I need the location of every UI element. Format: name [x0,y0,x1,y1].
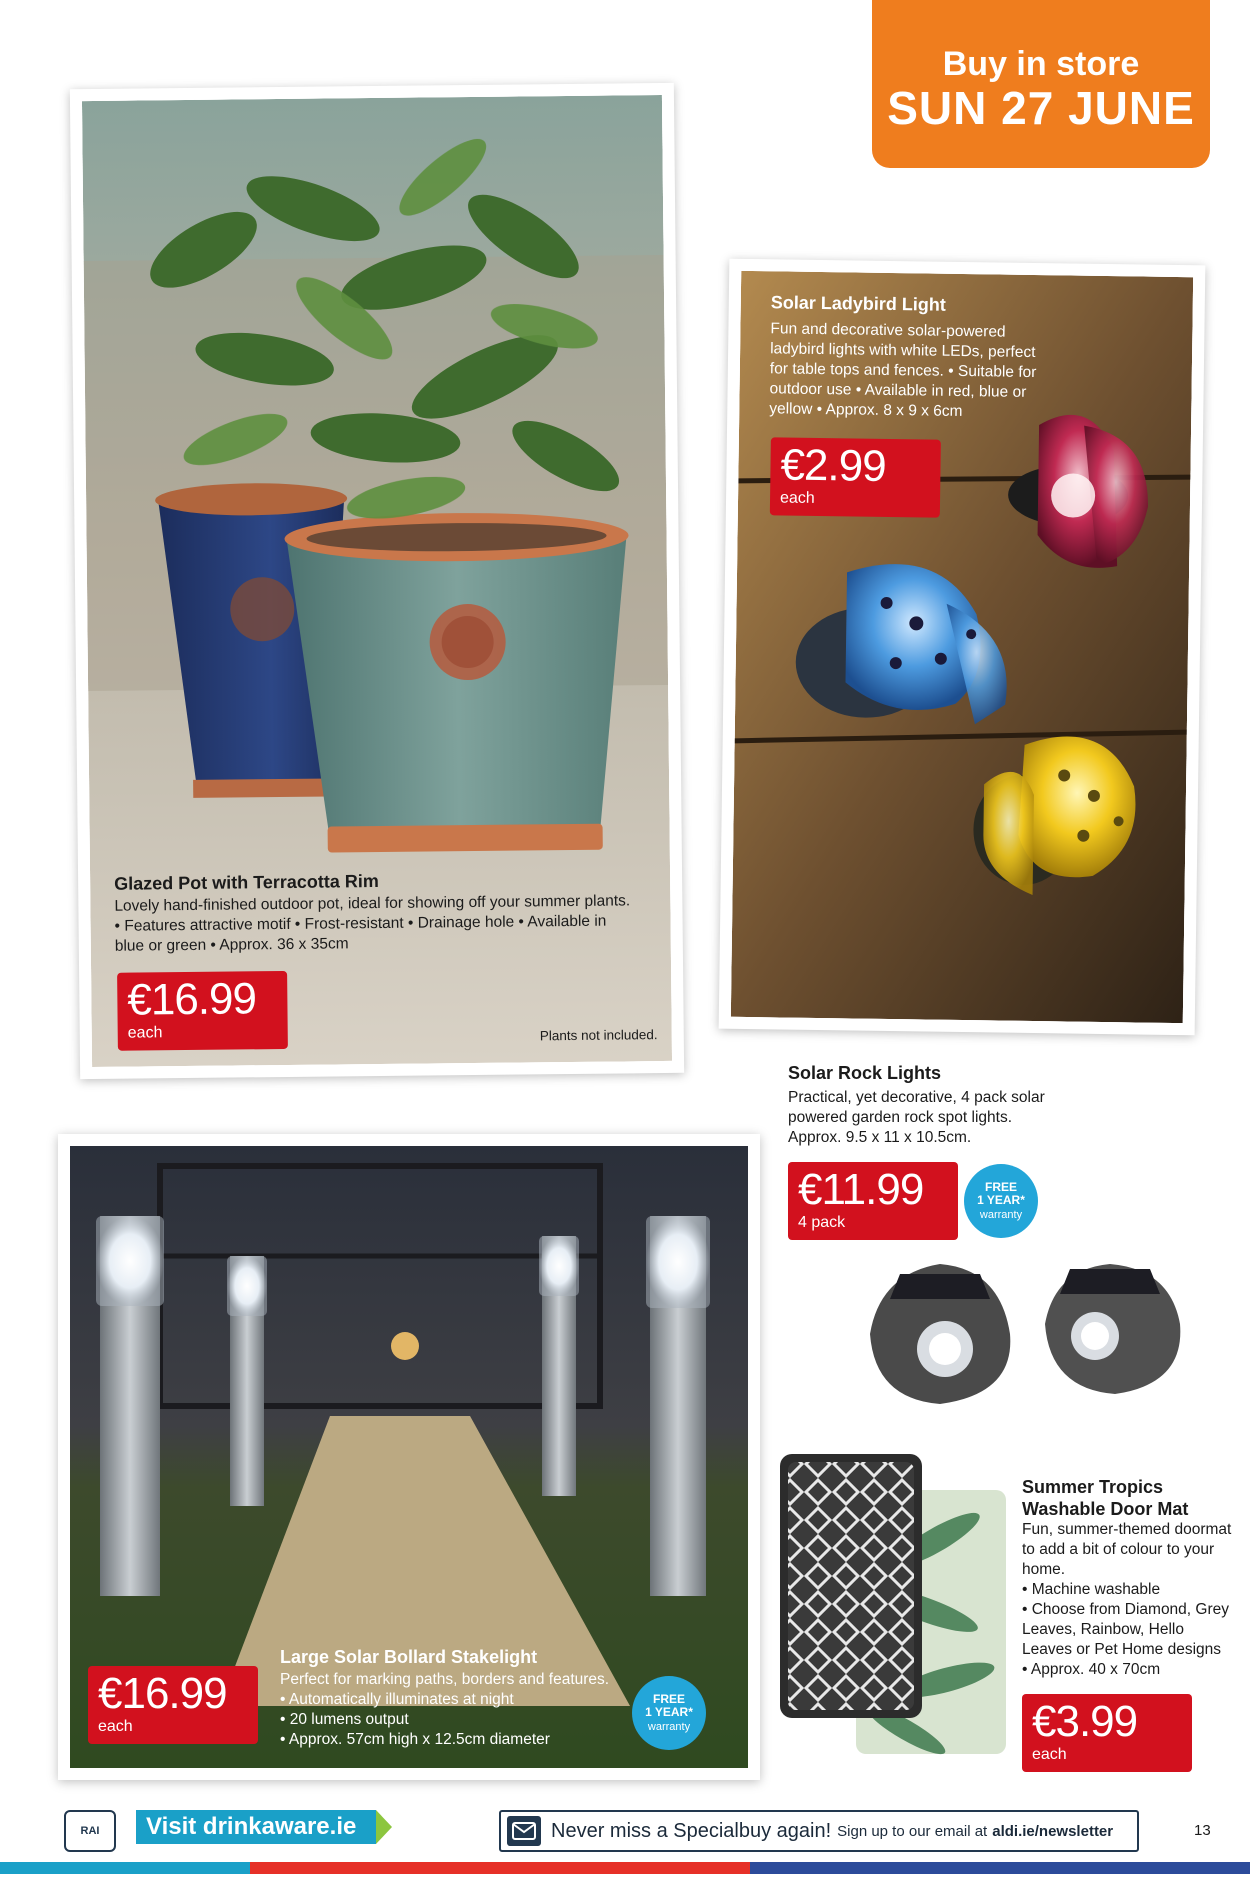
newsletter-headline: Never miss a Specialbuy again! [551,1819,832,1842]
glazed-pot-unit: each [127,1024,163,1042]
rock-lights-title: Solar Rock Lights [788,1063,942,1083]
bollard-price-tag [88,1666,258,1744]
banner-line1: Buy in store [942,45,1140,83]
rock-lights-section[interactable] [788,1062,1208,1422]
bollard-line4: • Approx. 57cm high x 12.5cm diameter [280,1731,550,1748]
door-mat-title-line1: Summer Tropics [1022,1477,1164,1497]
ladybird-price: €2.99 [780,440,886,491]
glazed-pot-description: Lovely hand-finished outdoor pot, ideal for showing off your summer plants. • Features attractive motif • Frost-resistant • Drainage hole • Available in blue or green • Approx. 36 x 35cm [114,892,631,955]
rai-logo [64,1810,116,1852]
bollard-title: Large Solar Bollard Stakelight [280,1647,538,1667]
door-mat-bullet3: • Approx. 40 x 70cm [1022,1661,1161,1678]
door-mat-image [776,1450,1012,1760]
drinkaware-text: Visit drinkaware.ie [146,1813,357,1840]
page-number: 13 [1194,1822,1211,1839]
door-mat-price: €3.99 [1032,1697,1138,1746]
plants-not-included-note: Plants not included. [539,1027,658,1044]
door-mat-bullet2: • Choose from Diamond, Grey Leaves, Rainbow, Hello Leaves or Pet Home designs [1022,1601,1230,1658]
door-mat-bullet1: • Machine washable [1022,1581,1161,1598]
drinkaware-link[interactable] [136,1810,376,1844]
glazed-pot-price-tag [117,971,288,1051]
newsletter-text: Sign up to our email at [837,1822,988,1840]
warranty-free: FREE [652,1691,685,1706]
door-mat-title-line2: Washable Door Mat [1022,1499,1189,1519]
bottom-color-bar [0,1862,1250,1874]
bollard-stakelight-card[interactable] [58,1134,760,1780]
rock-lights-description: Practical, yet decorative, 4 pack solar powered garden rock spot lights. Approx. 9.5 x 11 x 10.5cm. [788,1089,1045,1146]
warranty-label: warranty [979,1208,1023,1221]
bollard-line1: Perfect for marking paths, borders and features. [280,1671,610,1688]
glazed-pot-price: €16.99 [127,974,257,1025]
ladybird-title: Solar Ladybird Light [770,292,946,315]
bollard-price: €16.99 [98,1669,227,1718]
glazed-pot-title: Glazed Pot with Terracotta Rim [114,870,379,894]
rock-lights-image [860,1254,1190,1414]
banner-date: SUN 27 JUNE [887,82,1195,134]
warranty-year: 1 YEAR* [645,1704,693,1719]
bollard-unit: each [98,1718,133,1735]
ladybird-unit: each [779,489,815,507]
bollard-line2: • Automatically illuminates at night [280,1691,514,1708]
door-mat-description: Fun, summer-themed doormat to add a bit of colour to your home. [1022,1521,1232,1578]
door-mat-price-tag [1022,1694,1192,1772]
bollard-features [280,1670,660,1750]
ladybird-price-tag [770,437,941,517]
newsletter-banner[interactable] [499,1810,1139,1852]
bollard-warranty-badge [632,1676,706,1750]
ladybird-light-card[interactable] [719,259,1206,1036]
drinkaware-chevron-icon [376,1810,392,1844]
rai-logo-text: RAI [80,1825,100,1837]
rock-lights-price: €11.99 [798,1165,924,1214]
bollard-line3: • 20 lumens output [280,1711,409,1728]
glazed-pot-card[interactable] [70,83,684,1079]
warranty-free: FREE [984,1179,1017,1194]
warranty-label: warranty [647,1720,691,1733]
newsletter-link[interactable]: aldi.ie/newsletter [992,1822,1114,1840]
rock-lights-price-tag [788,1162,958,1240]
warranty-year: 1 YEAR* [977,1192,1025,1207]
door-mat-unit: each [1032,1746,1067,1763]
ladybird-description: Fun and decorative solar-powered ladybird lights with white LEDs, perfect for table tops and fences. • Suitable for outdoor use • Available in red, blue or yellow • Approx. 8 x 9 x 6cm [769,320,1037,420]
mail-icon [507,1816,541,1846]
buy-in-store-banner [872,0,1210,168]
rock-lights-unit: 4 pack [798,1214,846,1231]
rock-lights-warranty-badge [964,1164,1038,1238]
